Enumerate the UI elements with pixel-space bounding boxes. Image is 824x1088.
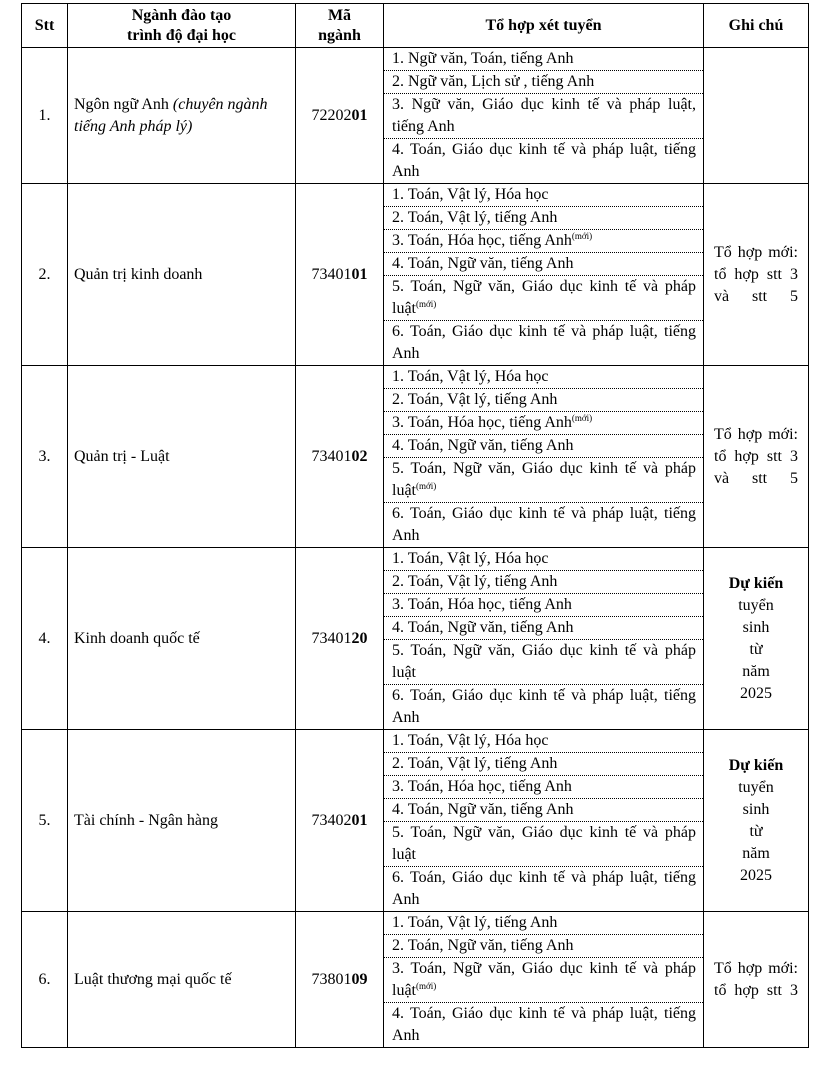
header-major-line2: trình độ đại học	[127, 26, 236, 44]
row-combos	[384, 912, 704, 1048]
combo-text: 4. Toán, Giáo dục kinh tế và pháp luật, tiếng Anh	[392, 141, 696, 180]
combo-item	[384, 503, 703, 547]
row-note	[704, 366, 809, 548]
header-code	[296, 4, 384, 48]
combo-text: 5. Toán, Ngữ văn, Giáo dục kinh tế và pháp luật	[392, 824, 696, 863]
row-major	[68, 184, 296, 366]
combo-item	[384, 617, 703, 640]
combo-text: 6. Toán, Giáo dục kinh tế và pháp luật, tiếng Anh	[392, 869, 696, 908]
combo-text: 3. Toán, Hóa học, tiếng Anh	[392, 778, 572, 795]
note-bold: Dự kiến	[728, 756, 784, 774]
code-prefix: 73801	[311, 970, 352, 988]
code-suffix: 20	[351, 629, 368, 647]
row-note	[704, 184, 809, 366]
row-major	[68, 48, 296, 184]
row-combos	[384, 548, 704, 730]
note-line: năm	[742, 662, 770, 680]
combo-text: 5. Toán, Ngữ văn, Giáo dục kinh tế và pháp luật	[392, 642, 696, 681]
major-specialization: (chuyên ngành tiếng Anh pháp lý)	[74, 95, 268, 135]
combo-item	[384, 458, 703, 503]
major-name: Tài chính - Ngân hàng	[74, 811, 218, 829]
admission-table	[21, 3, 809, 1048]
header-major	[68, 4, 296, 48]
row-stt: 4.	[22, 548, 68, 730]
major-name: Quản trị - Luật	[74, 447, 170, 465]
code-suffix: 09	[351, 970, 368, 988]
combo-text: 6. Toán, Giáo dục kinh tế và pháp luật, tiếng Anh	[392, 505, 696, 544]
new-marker: (mới)	[416, 481, 437, 491]
combo-item	[384, 139, 703, 183]
table-body	[22, 48, 809, 1048]
note-text	[714, 755, 798, 887]
combo-text: 1. Toán, Vật lý, Hóa học	[392, 732, 549, 749]
combo-text: 3. Toán, Hóa học, tiếng Anh	[392, 414, 572, 431]
combo-item	[384, 867, 703, 911]
code-prefix: 72202	[311, 106, 352, 124]
combo-text: 4. Toán, Ngữ văn, tiếng Anh	[392, 437, 574, 454]
new-marker: (mới)	[416, 981, 437, 991]
row-stt: 1.	[22, 48, 68, 184]
new-marker: (mới)	[416, 299, 437, 309]
major-name: Quản trị kinh doanh	[74, 265, 203, 283]
row-note	[704, 548, 809, 730]
combo-text: 1. Toán, Vật lý, Hóa học	[392, 368, 549, 385]
combo-item	[384, 366, 703, 389]
note-line: năm	[742, 844, 770, 862]
combo-item	[384, 184, 703, 207]
code-suffix: 01	[351, 811, 368, 829]
note-line: 2025	[740, 866, 772, 884]
combo-text: 4. Toán, Ngữ văn, tiếng Anh	[392, 801, 574, 818]
combo-text: 3. Toán, Ngữ văn, Giáo dục kinh tế và pháp luật	[392, 960, 696, 999]
combo-text: 6. Toán, Giáo dục kinh tế và pháp luật, tiếng Anh	[392, 323, 696, 362]
note-text: Tổ hợp mới: tổ hợp stt 3 và stt 5	[714, 243, 798, 305]
combo-text: 5. Toán, Ngữ văn, Giáo dục kinh tế và pháp luật	[392, 278, 696, 317]
table-row	[22, 184, 809, 366]
code-prefix: 73401	[311, 447, 352, 465]
row-stt: 2.	[22, 184, 68, 366]
table-row	[22, 548, 809, 730]
note-line: từ	[749, 640, 763, 658]
major-name: Luật thương mại quốc tế	[74, 970, 232, 988]
combo-text: 2. Toán, Vật lý, tiếng Anh	[392, 573, 558, 590]
combo-item	[384, 958, 703, 1003]
code-suffix: 01	[351, 106, 368, 124]
combo-item	[384, 207, 703, 230]
combo-text: 4. Toán, Giáo dục kinh tế và pháp luật, tiếng Anh	[392, 1005, 696, 1044]
combo-text: 2. Ngữ văn, Lịch sử , tiếng Anh	[392, 73, 595, 90]
table-row	[22, 912, 809, 1048]
header-major-line1: Ngành đào tạo	[131, 6, 232, 24]
combo-text: 3. Toán, Hóa học, tiếng Anh	[392, 596, 572, 613]
combo-item	[384, 640, 703, 685]
row-code	[296, 366, 384, 548]
combo-item	[384, 230, 703, 253]
note-line: từ	[749, 822, 763, 840]
major-name: Ngôn ngữ Anh	[74, 95, 169, 113]
row-combos	[384, 184, 704, 366]
combo-text: 1. Toán, Vật lý, tiếng Anh	[392, 914, 558, 931]
combo-item	[384, 412, 703, 435]
row-code	[296, 48, 384, 184]
combo-item	[384, 548, 703, 571]
combo-item	[384, 912, 703, 935]
combo-item	[384, 594, 703, 617]
new-marker: (mới)	[571, 231, 593, 241]
combo-text: 1. Ngữ văn, Toán, tiếng Anh	[392, 50, 574, 67]
header-combos: Tổ hợp xét tuyển	[384, 4, 704, 48]
note-line: sinh	[742, 618, 770, 636]
combo-item	[384, 276, 703, 321]
row-combos	[384, 48, 704, 184]
code-prefix: 73402	[311, 811, 352, 829]
combo-text: 4. Toán, Ngữ văn, tiếng Anh	[392, 619, 574, 636]
combo-item	[384, 685, 703, 729]
row-note	[704, 48, 809, 184]
combo-text: 5. Toán, Ngữ văn, Giáo dục kinh tế và pháp luật	[392, 460, 696, 499]
combo-text: 3. Ngữ văn, Giáo dục kinh tế và pháp luật, tiếng Anh	[392, 96, 696, 135]
row-note	[704, 912, 809, 1048]
combo-text: 1. Toán, Vật lý, Hóa học	[392, 550, 549, 567]
code-suffix: 01	[351, 265, 368, 283]
note-line: 2025	[740, 684, 772, 702]
note-line: tuyển	[738, 778, 774, 796]
combo-item	[384, 321, 703, 365]
note-text: Tổ hợp mới: tổ hợp stt 3	[714, 959, 798, 999]
combo-item	[384, 571, 703, 594]
combo-item	[384, 1003, 703, 1047]
row-code	[296, 912, 384, 1048]
combo-item	[384, 799, 703, 822]
row-code	[296, 184, 384, 366]
row-major	[68, 366, 296, 548]
combo-item	[384, 730, 703, 753]
new-marker: (mới)	[571, 413, 593, 423]
combo-text: 2. Toán, Vật lý, tiếng Anh	[392, 755, 558, 772]
note-bold: Dự kiến	[728, 574, 784, 592]
major-name: Kinh doanh quốc tế	[74, 629, 200, 647]
combo-item	[384, 253, 703, 276]
row-stt: 6.	[22, 912, 68, 1048]
row-combos	[384, 730, 704, 912]
combo-item	[384, 48, 703, 71]
note-text: Tổ hợp mới: tổ hợp stt 3 và stt 5	[714, 425, 798, 487]
combo-text: 2. Toán, Vật lý, tiếng Anh	[392, 391, 558, 408]
table-row	[22, 366, 809, 548]
combo-text: 2. Toán, Vật lý, tiếng Anh	[392, 209, 558, 226]
note-line: tuyển	[738, 596, 774, 614]
row-major	[68, 548, 296, 730]
row-combos	[384, 366, 704, 548]
combo-item	[384, 822, 703, 867]
row-note	[704, 730, 809, 912]
combo-item	[384, 753, 703, 776]
combo-text: 4. Toán, Ngữ văn, tiếng Anh	[392, 255, 574, 272]
header-row	[22, 4, 809, 48]
combo-item	[384, 94, 703, 139]
table-row	[22, 48, 809, 184]
row-major	[68, 912, 296, 1048]
header-code-line2: ngành	[318, 26, 361, 44]
header-note: Ghi chú	[704, 4, 809, 48]
combo-text: 2. Toán, Ngữ văn, tiếng Anh	[392, 937, 574, 954]
table-row	[22, 730, 809, 912]
note-text	[714, 573, 798, 705]
row-stt: 3.	[22, 366, 68, 548]
code-prefix: 73401	[311, 265, 352, 283]
combo-item	[384, 435, 703, 458]
combo-text: 1. Toán, Vật lý, Hóa học	[392, 186, 549, 203]
combo-item	[384, 71, 703, 94]
combo-item	[384, 935, 703, 958]
header-code-line1: Mã	[327, 6, 352, 24]
combo-text: 3. Toán, Hóa học, tiếng Anh	[392, 232, 572, 249]
code-prefix: 73401	[311, 629, 352, 647]
combo-item	[384, 776, 703, 799]
combo-text: 6. Toán, Giáo dục kinh tế và pháp luật, tiếng Anh	[392, 687, 696, 726]
header-stt: Stt	[22, 4, 68, 48]
note-line: sinh	[742, 800, 770, 818]
row-code	[296, 730, 384, 912]
row-stt: 5.	[22, 730, 68, 912]
code-suffix: 02	[351, 447, 368, 465]
combo-item	[384, 389, 703, 412]
row-major	[68, 730, 296, 912]
row-code	[296, 548, 384, 730]
